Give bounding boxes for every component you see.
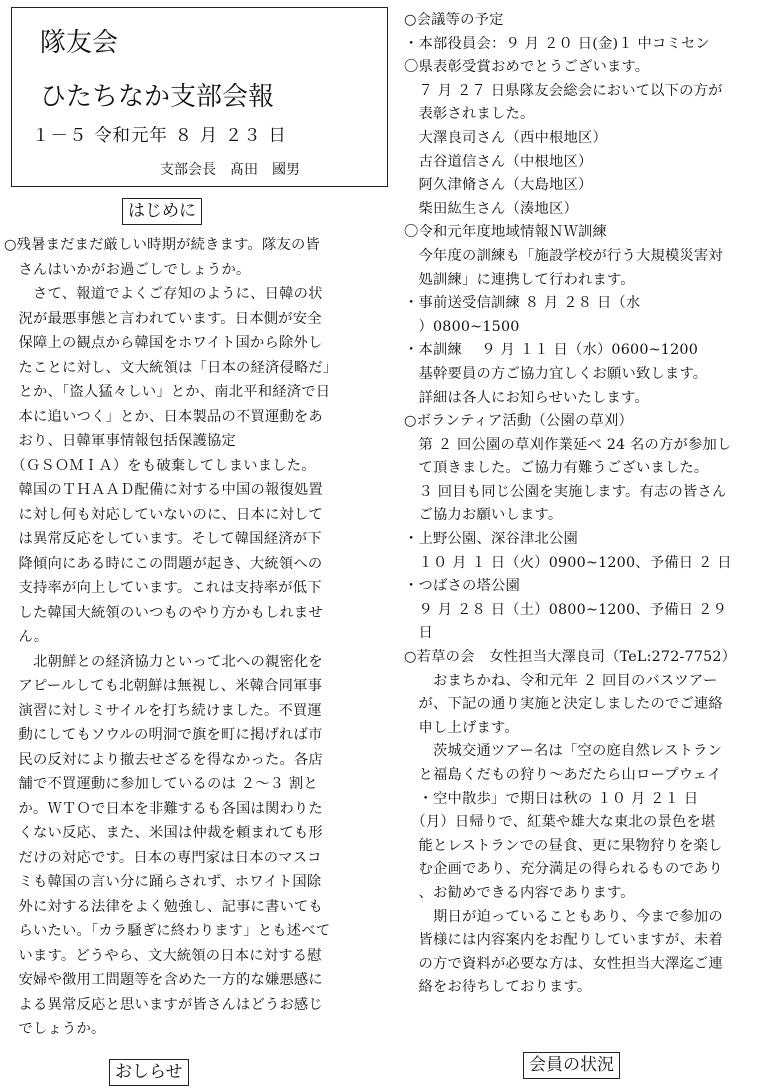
text-line: 第 ２ 回公園の草刈作業延べ 24 名の方が参加し [404,436,732,453]
text-line: 本に追いつく」とか、日本製品の不買運動をあ [4,408,323,425]
text-line: （月）日帰りで、紅葉や雄大な東北の景色を堪 [404,814,716,831]
text-line: 大澤良司さん（西中根地区） [404,129,607,146]
text-line: 〇令和元年度地域情報ＮＷ訓練 [404,224,607,241]
text-line: ）0800~1500 [404,318,520,335]
text-line: おまちかね、令和元年 ２ 回目のバスツアー [404,672,718,689]
text-line: 日 [404,625,433,642]
org-name: 隊友会 [40,28,119,58]
text-line: 保障上の観点から韓国をホワイト国から除外し [4,335,323,351]
issue-date: １－５ 令和元年 ８ 月 ２３ 日 [32,126,287,146]
text-line: 降傾向にある時にこの問題が起き、大統領への [4,555,323,572]
text-line: 皆様には内容案内をお配りしていますが、未着 [404,932,723,949]
members-heading-wrap [523,1052,620,1079]
text-line: たことに対し、文大統領は「日本の経済侵略だ」 [4,359,338,376]
text-line: ○ボランティア活動（公園の草刈） [404,413,633,430]
text-line: ・本訓練 ９ 月 １１ 日（水）0600~1200 [404,342,698,359]
text-line: 支持率が向上しています。これは支持率が低下 [4,580,322,596]
text-line: アピールしても北朝鮮は無視し、米韓合同軍事 [4,678,323,694]
text-line: と福島くだもの狩り～あだたら山ロープウェイ [404,767,722,783]
newsletter-header [11,7,388,187]
text-line: 基幹要員の方ご協力宜しくお願い致します。 [404,365,708,382]
text-line: ご協力お願いします。 [404,507,563,524]
text-line: か。ＷＴＯで日本を非難するも各国は関わりた [4,800,323,817]
text-line: 表彰されました。 [404,106,535,123]
text-line: 況が最悪事態と言われています。日本側が安全 [4,310,322,327]
text-line: 阿久津脩さん（大島地区） [404,177,593,194]
text-line: １０ 月 １ 日（火）0900~1200、予備日 ２ 日 [404,554,732,571]
text-line: ん。 [4,629,49,645]
text-line: 外に対する法律をよく勉強し、記事に書いても [4,898,323,915]
text-line: よる異常反応と思いますが皆さんはどうお感じ [4,996,323,1013]
text-line: 〇県表彰受賞おめでとうございます。 [404,59,650,76]
text-line: らいたい。「カラ騒ぎに終わります」とも述べて [4,923,331,939]
text-line: います。どうやら、文大統領の日本に対する慰 [4,947,322,964]
text-line: 舗で不買運動に参加しているのは ２～３ 割と [4,776,318,792]
text-line: ・上野公園、深谷津北公園 [404,531,578,548]
text-line: 北朝鮮との経済協力といって北への親密化を [4,653,323,670]
notice-heading-wrap [109,1059,189,1086]
text-line: ９ 月 ２８ 日（土）0800~1200、予備日 ２９ [404,601,727,618]
text-line: ・事前送受信訓練 ８ 月 ２８ 日（水 [404,295,641,312]
text-line: 、お勧めできる内容であります。 [404,884,635,901]
text-line: 古谷道信さん（中根地区） [404,153,593,170]
text-line: でしょうか。 [4,1021,106,1037]
members-heading: 会員の状況 [523,1052,620,1079]
text-line: 民の反対により撤去せざるを得なかった。各店 [4,751,323,768]
text-line: 柴田紘生さん（湊地区） [404,200,578,217]
text-line: ・本部役員会：９ 月 ２０ 日(金)１ 中コミセン [404,35,710,52]
notice-heading: おしらせ [109,1059,189,1086]
text-line: 期日が迫っていることもあり、今まで参加の [404,908,723,925]
text-line: 今年度の訓練も「施設学校が行う大規模災害対 [404,247,723,264]
text-line: ○会議等の予定 [404,12,504,28]
text-line: 韓国のＴＨＡＡＤ配備に対する中国の報復処置 [4,482,323,498]
text-line: ・空中散歩」で期日は秋の １０ 月 ２１ 日 [404,790,699,807]
newsletter-title: ひたちなか支部会報 [40,82,275,112]
text-line: 演習に対しミサイルを打ち続けました。不買運 [4,702,322,719]
text-line: ○若草の会 女性担当大澤良司（TeL:272-7752） [404,649,737,666]
text-line: 能とレストランでの昼食、更に果物狩りを楽し [404,837,723,854]
text-line: て頂きました。ご協力有難うございました。 [404,460,709,477]
text-line: 詳細は各人にお知らせいたします。 [404,389,649,406]
text-line: とか、「盗人猛々しい」とか、南北平和経済で日 [4,384,331,400]
text-line: が、下記の通り実施と決定しましたのでご連絡 [404,696,723,713]
text-line: に対し何も対応していないのに、日本に対して [4,506,323,523]
intro-body [4,233,389,1042]
text-line: の方で資料が必要な方は、女性担当大澤迄ご連 [404,955,723,972]
branch-chief: 支部会長 髙田 國男 [160,162,300,178]
text-line: ミも韓国の言い分に踊らされず、ホワイト国除 [4,874,322,890]
text-line: さんはいかがお過ごしでしょうか。 [4,261,251,278]
text-line: ３ 回目も同じ公園を実施します。有志の皆さん [404,483,727,500]
text-line: さて、報道でよくご存知のように、日韓の状 [4,286,323,302]
intro-heading-wrap [122,198,202,225]
text-line: ・つばさの塔公園 [404,578,520,595]
text-line: 絡をお待ちしております。 [404,979,592,996]
schedule-body [404,9,766,1000]
text-line: は異常反応をしています。そして韓国経済が下 [4,531,322,547]
text-line: くない反応、また、米国は仲裁を頼まれても形 [4,825,323,841]
text-line: 動にしてもソウルの明洞で旗を町に掲げれば市 [4,727,323,743]
text-line: おり、日韓軍事情報包括保護協定 [4,433,236,449]
text-line: む企画であり、充分満足の得られるものであり [404,861,723,878]
text-line: （ＧＳＯＭＩＡ）をも破棄してしまいました。 [4,457,316,474]
text-line: 茨城交通ツアー名は「空の庭自然レストラン [404,743,723,760]
text-line: 処訓練」に連携して行われます。 [404,271,635,288]
text-line: 安婦や徴用工問題等を含めた一方的な嫌悪感に [4,972,323,988]
text-line: した韓国大統領のいつものやり方かもしれませ [4,604,323,621]
text-line: 申し上げます。 [404,719,519,736]
text-line: ○残暑まだまだ厳しい時期が続きます。隊友の皆 [4,237,320,253]
intro-heading: はじめに [122,198,202,225]
text-line: ７ 月 ２７ 日県隊友会総会において以下の方が [404,82,723,99]
text-line: だけの対応です。日本の専門家は日本のマスコ [4,849,322,866]
